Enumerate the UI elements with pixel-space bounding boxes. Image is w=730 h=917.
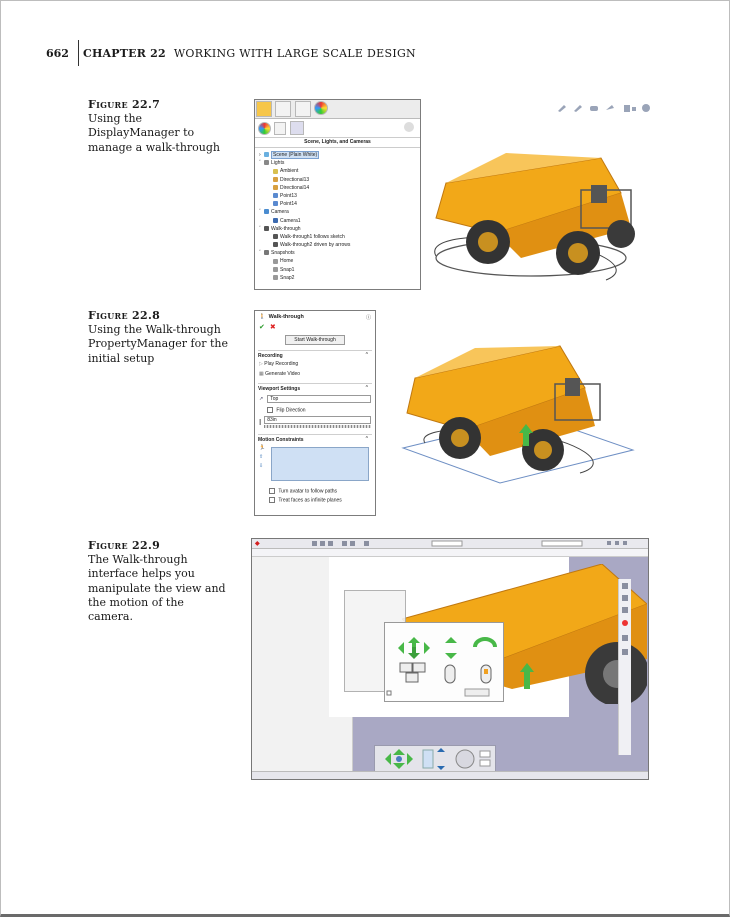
move-down-icon[interactable]: ⇩ — [259, 463, 264, 470]
dm-heading: Scene, Lights, and Cameras — [255, 137, 420, 148]
sw-toolbar-icons — [312, 540, 632, 547]
viewport-field[interactable]: Top — [267, 395, 371, 403]
motion-constraints-heading[interactable]: Motion Constraints ^ — [258, 434, 372, 443]
chapter-title: WORKING WITH LARGE SCALE DESIGN — [173, 46, 416, 60]
feature-manager-tab-icon[interactable] — [256, 101, 272, 117]
manager-tabs — [255, 100, 420, 119]
flip-direction-row[interactable] — [255, 406, 375, 414]
tree-item[interactable] — [259, 200, 420, 208]
play-recording-row[interactable] — [255, 359, 375, 369]
motion-constraints-area — [259, 445, 371, 485]
figure-22-8-caption — [88, 309, 228, 366]
walker-icon — [273, 234, 278, 239]
solidworks-screenshot — [251, 538, 649, 780]
tree-item[interactable] — [259, 167, 420, 175]
walk-through-controls — [375, 746, 495, 772]
page-number: 662 — [46, 46, 69, 60]
help-icon[interactable]: ⓘ — [365, 315, 371, 321]
display-manager-tree — [255, 148, 420, 282]
play-recording-label: Play Recording — [264, 361, 299, 367]
tree-item[interactable] — [259, 266, 420, 274]
sw-task-pane — [618, 579, 631, 755]
manager-options-icon[interactable] — [404, 122, 414, 132]
viewport-settings-heading[interactable]: Viewport Settings ^ — [258, 383, 372, 392]
tree-item[interactable] — [259, 192, 420, 200]
pm-ok-cancel — [255, 323, 375, 331]
decals-icon[interactable] — [274, 122, 286, 135]
running-head — [46, 40, 416, 66]
header-rule — [78, 40, 79, 66]
sw-status-bar — [252, 771, 648, 779]
tree-item[interactable] — [259, 176, 420, 184]
start-walk-through-button[interactable]: Start Walk-through — [285, 335, 345, 345]
walker-constraint-icon[interactable]: 🏃 — [259, 445, 266, 452]
figure-caption-text: Using the Walk-through PropertyManager for the initial setup — [88, 323, 228, 365]
camera-icon — [273, 218, 278, 223]
tree-item[interactable] — [259, 151, 420, 159]
turn-avatar-checkbox[interactable] — [269, 488, 275, 494]
snapshot-icon — [273, 275, 278, 280]
play-icon: ▷ — [259, 361, 263, 367]
constraint-selection-box[interactable] — [271, 447, 369, 481]
tree-item-label: Directional13 — [280, 176, 310, 183]
directional-light-icon — [273, 177, 278, 182]
flip-direction-checkbox[interactable] — [267, 407, 273, 413]
film-icon: ▦ — [259, 371, 264, 377]
tree-item-label: Directional14 — [280, 184, 310, 191]
ambient-light-icon — [273, 169, 278, 174]
tree-item[interactable] — [259, 208, 420, 216]
dump-truck-render-1 — [416, 138, 646, 293]
figure-number: Figure 22.9 — [88, 539, 161, 552]
walker-icon: 🚶 — [259, 314, 266, 320]
configuration-manager-tab-icon[interactable] — [295, 101, 311, 117]
scene-icon — [264, 152, 269, 157]
tree-item-label: Snap1 — [280, 266, 295, 273]
expand-chevron-icon[interactable]: ˇ — [259, 225, 261, 232]
scene-lights-cameras-icon[interactable] — [290, 121, 304, 135]
point-light-icon — [273, 201, 278, 206]
walk-through-icon — [264, 226, 269, 231]
tree-item-label: Home — [280, 258, 294, 265]
figure-caption-text: The Walk-through interface helps you manipulate the view and the motion of the camera. — [88, 553, 226, 624]
sw-command-manager-tabs — [252, 549, 648, 557]
pm-title: Walk-through — [268, 314, 304, 320]
expand-chevron-icon[interactable]: ˇ — [259, 250, 261, 257]
tree-item[interactable] — [259, 225, 420, 233]
camera-folder-icon — [264, 209, 269, 214]
expand-chevron-icon[interactable]: › — [259, 152, 261, 158]
viewport-arrow-icon: ↗ — [259, 396, 264, 402]
height-slider[interactable] — [264, 425, 371, 428]
appearances-icon[interactable] — [258, 122, 271, 135]
snapshot-icon — [273, 267, 278, 272]
snapshot-icon — [273, 259, 278, 264]
treat-faces-row[interactable] — [255, 496, 375, 504]
recording-section-heading[interactable]: Recording ^ — [258, 350, 372, 359]
figure-number: Figure 22.7 — [88, 98, 161, 111]
tree-item-label: Lights — [271, 160, 285, 167]
cancel-x-icon[interactable]: ✖ — [269, 324, 276, 331]
point-light-icon — [273, 193, 278, 198]
tree-item-label: Walk-through2 driven by arrows — [280, 242, 351, 249]
tree-item-label: Snap2 — [280, 274, 295, 281]
tree-item-label: Ambient — [280, 168, 299, 175]
turn-avatar-label: Turn avatar to follow paths — [278, 488, 338, 495]
tree-item-label: Camera — [271, 209, 289, 216]
pm-header — [255, 311, 375, 323]
tree-item[interactable] — [259, 217, 420, 225]
figure-caption-text: Using the DisplayManager to manage a walk-through — [88, 112, 221, 154]
tree-item[interactable] — [259, 249, 420, 257]
task-pane-icons — [619, 579, 631, 755]
figure-22-7-caption — [88, 98, 228, 155]
treat-faces-label: Treat faces as infinite planes — [278, 496, 342, 503]
viewport-row — [255, 392, 375, 406]
tree-item[interactable] — [259, 274, 420, 282]
figure-number: Figure 22.8 — [88, 309, 161, 322]
dump-truck-render-2 — [395, 338, 640, 488]
expand-chevron-icon[interactable]: ˇ — [259, 209, 261, 216]
treat-faces-checkbox[interactable] — [269, 497, 275, 503]
tree-item-label: Camera1 — [280, 217, 301, 224]
view-toolbar-icons — [556, 102, 656, 114]
height-row — [255, 414, 375, 430]
figure-22-9-caption — [88, 539, 228, 624]
directional-light-icon — [273, 185, 278, 190]
view-toolbar-glyphs[interactable] — [558, 104, 650, 112]
tree-item-label: Scene (Plain White) — [273, 152, 318, 158]
tree-item-label: Walk-through — [271, 225, 301, 232]
walker-icon — [273, 242, 278, 247]
tree-item[interactable] — [259, 184, 420, 192]
view-heads-up-toolbar — [556, 99, 656, 111]
tree-item-label: Point13 — [280, 192, 297, 199]
solidworks-logo: ◆ — [255, 541, 260, 547]
walk-through-property-manager — [254, 310, 376, 516]
property-manager-tab-icon[interactable] — [275, 101, 291, 117]
display-manager-subtabs — [255, 119, 420, 137]
tree-item[interactable] — [259, 159, 420, 167]
tree-item-label: Walk-through1 follows sketch — [280, 233, 345, 240]
navigation-help-graphics — [385, 623, 503, 701]
tree-item[interactable] — [259, 257, 420, 265]
tree-item[interactable] — [259, 233, 420, 241]
expand-chevron-icon[interactable]: ˇ — [259, 160, 261, 167]
flip-direction-label: Flip Direction — [276, 407, 306, 414]
tree-item-label: Point14 — [280, 201, 297, 208]
move-up-icon[interactable]: ⇧ — [259, 454, 264, 461]
sw-title-bar — [252, 539, 648, 549]
height-icon: I — [259, 417, 262, 427]
generate-video-row[interactable] — [255, 369, 375, 379]
display-manager-panel — [254, 99, 421, 290]
display-manager-tab-icon[interactable] — [314, 101, 328, 115]
constraint-icons — [259, 445, 267, 472]
ok-check-icon[interactable]: ✔ — [259, 324, 265, 331]
height-field[interactable]: 83in — [264, 416, 371, 424]
walk-through-control-toolbar — [374, 745, 496, 773]
walk-through-help-overlay — [384, 622, 504, 702]
generate-video-label: Generate Video — [265, 371, 301, 377]
tree-item[interactable] — [259, 241, 420, 249]
snapshots-folder-icon — [264, 250, 269, 255]
lights-folder-icon — [264, 160, 269, 165]
chapter-label: CHAPTER 22 — [83, 46, 166, 60]
tree-item-label: Snapshots — [271, 250, 295, 257]
turn-avatar-row[interactable] — [255, 487, 375, 495]
